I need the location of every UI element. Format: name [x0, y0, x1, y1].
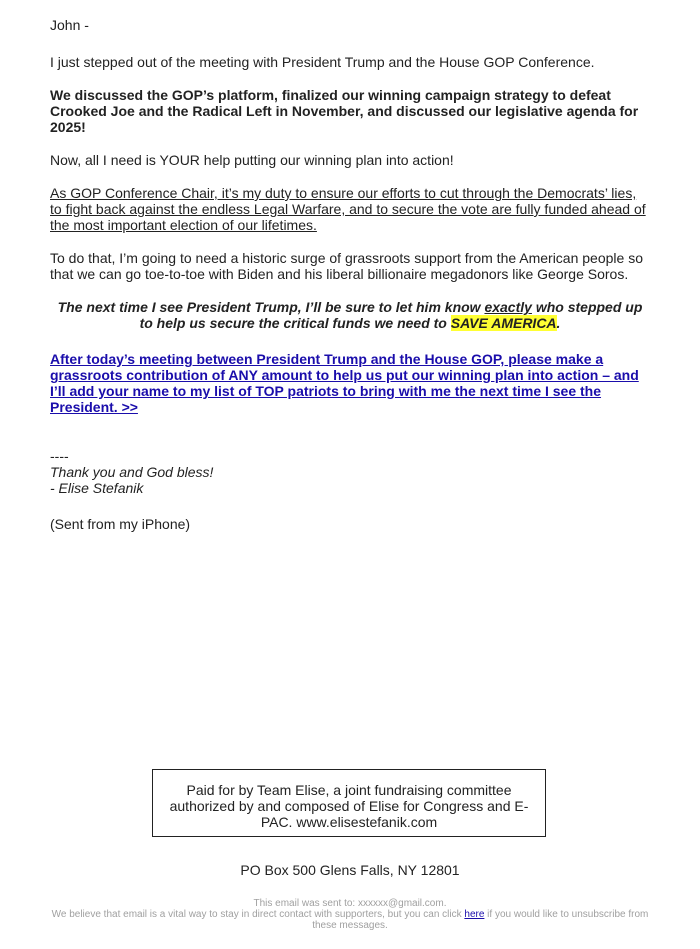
quote-part1: The next time I see President Trump, I’ll be sure to let him know: [57, 299, 485, 315]
greeting: John -: [50, 17, 89, 33]
signature: [50, 448, 650, 496]
signature-line2: - Elise Stefanik: [50, 480, 144, 496]
quote-part2: who stepped up to help us secure the critical funds we need to: [139, 299, 643, 331]
quote-paragraph: [50, 299, 650, 331]
duty-paragraph: As GOP Conference Chair, it’s my duty to ensure our efforts to cut through the Democrats’ lies, to fight back against the endless Legal Warfare, and to secure the vote are fully funded ahead of the most important election of our lifetimes.: [50, 185, 646, 233]
surge-paragraph: To do that, I’m going to need a historic surge of grassroots support from the American people so that we can go toe-to-toe with Biden and his liberal billionaire megadonors like George Soros.: [50, 250, 643, 282]
paid-for-disclaimer: Paid for by Team Elise, a joint fundraising committee authorized by and composed of Elise for Congress and E-PAC. www.elisestefanik.com: [152, 769, 546, 837]
email-footer: [50, 898, 650, 931]
unsubscribe-pre: We believe that email is a vital way to stay in direct contact with supporters, but you can click: [51, 909, 465, 920]
quote-emphasis: exactly: [484, 299, 532, 315]
quote-part3: .: [556, 315, 561, 331]
contribute-link[interactable]: After today’s meeting between President Trump and the House GOP, please make a grassroots contribution of ANY amount to help us put our winning plan into action – and I’ll add your name to my list of TOP patriots to bring with me the next time I see the President. >>: [50, 351, 639, 415]
save-america-highlight: SAVE AMERICA: [450, 315, 557, 331]
signature-dashes: ----: [50, 448, 69, 464]
sent-from-iphone: (Sent from my iPhone): [50, 516, 191, 532]
unsubscribe-link[interactable]: here: [464, 909, 485, 920]
postal-address: PO Box 500 Glens Falls, NY 12801: [240, 862, 460, 878]
intro-paragraph: I just stepped out of the meeting with President Trump and the House GOP Conference.: [50, 54, 595, 70]
sent-to-line: This email was sent to: xxxxxx@gmail.com.: [253, 898, 447, 909]
unsubscribe-line: [50, 909, 650, 931]
cta-paragraph: [50, 351, 650, 415]
email-body: [50, 17, 650, 532]
unsubscribe-post: if you would like to unsubscribe from these messages.: [312, 909, 649, 931]
signature-line1: Thank you and God bless!: [50, 464, 214, 480]
bold-paragraph: We discussed the GOP’s platform, finalized our winning campaign strategy to defeat Crooked Joe and the Radical Left in November, and discussed our legislative agenda for 2025!: [50, 87, 639, 135]
ask-paragraph: Now, all I need is YOUR help putting our winning plan into action!: [50, 152, 454, 168]
